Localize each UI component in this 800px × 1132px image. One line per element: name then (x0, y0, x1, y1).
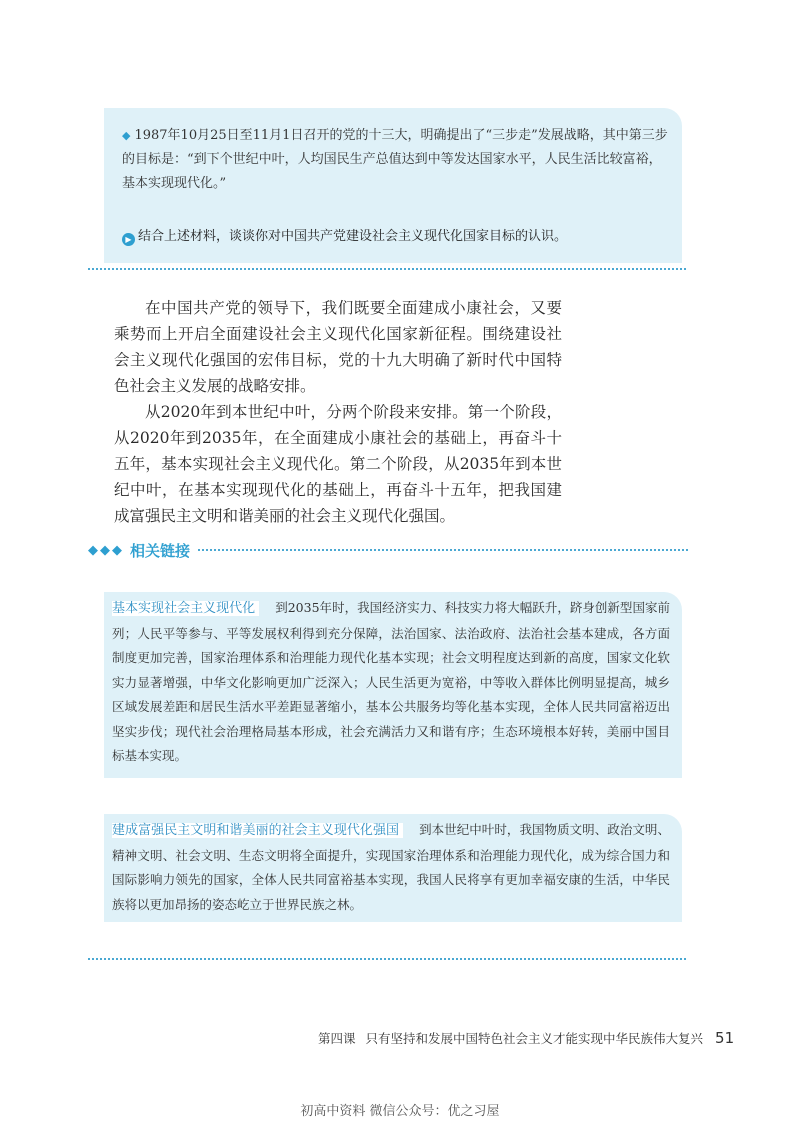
question-text: 结合上述材料，谈谈你对中国共产党建设社会主义现代化国家目标的认识。 (138, 229, 568, 244)
footer-lesson: 第四课 (318, 1031, 356, 1046)
info-box-1-content (112, 596, 670, 769)
page-number: 51 (715, 1029, 735, 1047)
footer-title: 只有坚持和发展中国特色社会主义才能实现中华民族伟大复兴 (365, 1031, 704, 1046)
info-box-1-text: 到2035年时，我国经济实力、科技实力将大幅跃升，跻身创新型国家前列；人民平等参与、平等发展权利得到充分保障，法治国家、法治政府、法治社会基本建成，各方面制度更加完善，国家治理体系和治理能力现代化基本实现；社会文明程度达到新的高度，国家文化软实力显著增强，中华文化影响更加广泛深入；人民生活更为宽裕，中等收入群体比例明显提高，城乡区域发展差距和居民生活水平差距显著缩小，基本公共服务均等化基本实现，全体人民共同富裕迈出坚实步伐；现代社会治理格局基本形成，社会充满活力又和谐有序；生态环境根本好转，美丽中国目标基本实现。 (112, 600, 670, 763)
info-box-1-label: 基本实现社会主义现代化 (112, 601, 259, 616)
page-footer (318, 1029, 735, 1047)
info-box-2-label: 建成富强民主文明和谐美丽的社会主义现代化强国 (112, 823, 403, 838)
body-paragraph-2 (114, 399, 562, 529)
paragraph: 在中国共产党的领导下，我们既要全面建成小康社会，又要乘势而上开启全面建设社会主义现代化国家新征程。围绕建设社会主义现代化强国的宏伟目标，党的十九大明确了新时代中国特色社会主义发展的战略安排。 (114, 299, 562, 395)
dotted-leader (198, 549, 688, 551)
paragraph: 从2020年到本世纪中叶，分两个阶段来安排。第一个阶段，从2020年到2035年，在全面建成小康社会的基础上，再奋斗十五年，基本实现社会主义现代化。第二个阶段，从2035年到本世纪中叶，在基本实现现代化的基础上，再奋斗十五年，把我国建成富强民主文明和谐美丽的社会主义现代化强国。 (114, 403, 562, 525)
related-links-title: 相关链接 (130, 541, 191, 560)
watermark-text: 初高中资料 微信公众号：优之习屋 (300, 1104, 500, 1119)
material-text-block (122, 124, 672, 196)
related-links-header (88, 538, 688, 562)
info-box-2-content (112, 818, 670, 917)
discussion-question (122, 227, 678, 247)
diamond-icons: ◆◆◆ (88, 542, 124, 558)
info-box-2-text: 到本世纪中叶时，我国物质文明、政治文明、精神文明、社会文明、生态文明将全面提升，实现国家治理体系和治理能力现代化，成为综合国力和国际影响力领先的国家，全体人民共同富裕基本实现，我国人民将享有更加幸福安康的生活，中华民族将以更加昂扬的姿态屹立于世界民族之林。 (112, 822, 670, 912)
material-text: 1987年10月25日至11月1日召开的党的十三大，明确提出了“三步走”发展战略，其中第三步的目标是：“到下个世纪中叶，人均国民生产总值达到中等发达国家水平，人民生活比较富裕，基本实现现代化。” (122, 128, 668, 191)
body-paragraph-1 (114, 295, 562, 399)
play-arrow-icon: ▶ (122, 233, 135, 246)
dotted-divider-top (88, 268, 686, 270)
diamond-bullet-icon: ◆ (122, 129, 131, 142)
dotted-divider-bottom (88, 958, 686, 960)
